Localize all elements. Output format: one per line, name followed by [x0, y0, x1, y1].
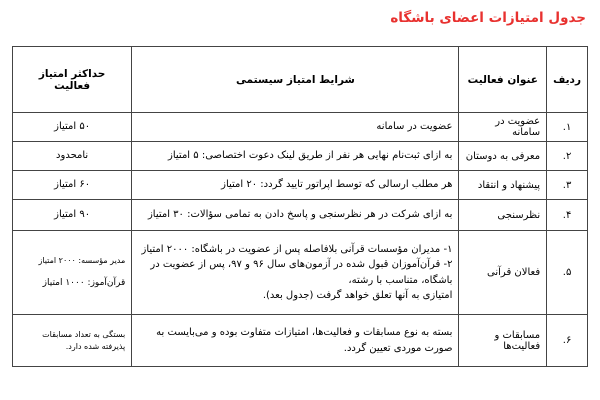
header-conditions: شرایط امتیاز سیستمی: [132, 47, 459, 113]
activity-conditions: به ازای شرکت در هر نظرسنجی و پاسخ دادن به تمامی سؤالات: ۳۰ امتیاز: [132, 200, 459, 231]
table-row: [13, 171, 588, 200]
condition-line: ۲- قرآن‌آموزان قبول شده در آزمون‌های سال ۹۶ و ۹۷، پس از عضویت در باشگاه، متناسب با رشته،: [150, 259, 453, 286]
row-number: ۵.: [547, 231, 588, 315]
row-number: ۱.: [547, 113, 588, 142]
row-number: ۲.: [547, 142, 588, 171]
row-number: ۳.: [547, 171, 588, 200]
header-activity-title: عنوان فعالیت: [459, 47, 547, 113]
header-max-points: [13, 47, 132, 113]
condition-line: ۱- مدیران مؤسسات قرآنی بلافاصله پس از عضویت در باشگاه: ۲۰۰۰ امتیاز: [141, 243, 453, 255]
activity-conditions: به ازای ثبت‌نام نهایی هر نفر از طریق لینک دعوت اختصاصی: ۵ امتیاز: [132, 142, 459, 171]
row-number: ۶.: [547, 315, 588, 367]
header-max-points-line1: حداکثر امتیاز: [38, 67, 106, 80]
max-points-line: پذیرفته شده دارد.: [65, 341, 126, 351]
table-row: [13, 231, 588, 315]
activity-title: معرفی به دوستان: [459, 142, 547, 171]
activity-title: عضویت در سامانه: [459, 113, 547, 142]
max-points: [13, 315, 132, 367]
activity-title: فعالان قرآنی: [459, 231, 547, 315]
activity-title: نظرسنجی: [459, 200, 547, 231]
table-row: [13, 142, 588, 171]
table-header-row: [13, 47, 588, 113]
activity-title: پیشنهاد و انتقاد: [459, 171, 547, 200]
table-row: [13, 200, 588, 231]
activity-conditions: بسته به نوع مسابقات و فعالیت‌ها، امتیازات متفاوت بوده و می‌بایست به صورت موردی تعیین گردد.: [132, 315, 459, 367]
table-row: [13, 315, 588, 367]
document-title: جدول امتیازات اعضای باشگاه: [390, 10, 586, 26]
max-points-line: قرآن‌آموز: ۱۰۰۰ امتیاز: [42, 277, 126, 288]
max-points-line: بستگی به تعداد مسابقات: [42, 329, 126, 339]
points-table: [12, 46, 588, 367]
max-points-line: مدیر مؤسسه: ۲۰۰۰ امتیاز: [38, 256, 126, 266]
max-points: ۵۰ امتیاز: [13, 113, 132, 142]
row-number: ۴.: [547, 200, 588, 231]
table-row: [13, 113, 588, 142]
activity-conditions: هر مطلب ارسالی که توسط اپراتور تایید گردد: ۲۰ امتیاز: [132, 171, 459, 200]
header-max-points-line2: فعالیت: [54, 79, 91, 92]
condition-line: امتیازی به آنها تعلق خواهد گرفت (جدول بعد).: [262, 290, 453, 301]
max-points: ۶۰ امتیاز: [13, 171, 132, 200]
max-points: نامحدود: [13, 142, 132, 171]
max-points: ۹۰ امتیاز: [13, 200, 132, 231]
header-row-number: ردیف: [547, 47, 588, 113]
max-points: [13, 231, 132, 315]
activity-title: مسابقات و فعالیت‌ها: [459, 315, 547, 367]
activity-conditions: عضویت در سامانه: [132, 113, 459, 142]
activity-conditions: [132, 231, 459, 315]
